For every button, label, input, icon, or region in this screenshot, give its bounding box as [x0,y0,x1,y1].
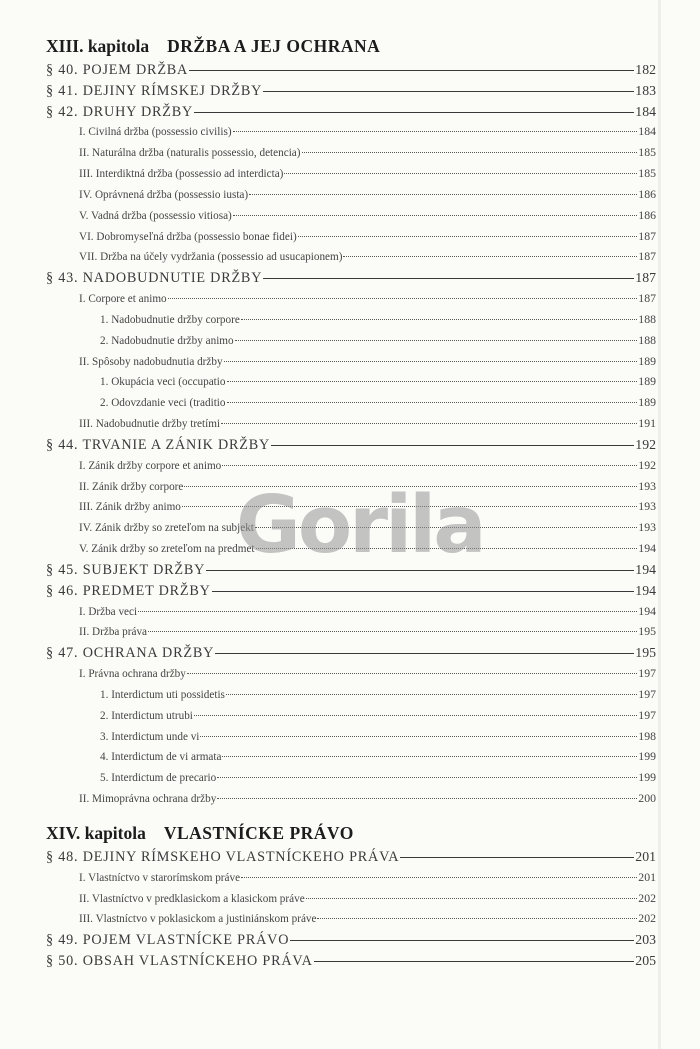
dot-leader [148,631,637,632]
toc-subsection-entry [79,911,656,931]
dot-leader [314,961,635,962]
page-edge-rule [658,0,661,1049]
dot-leader [224,361,638,362]
dot-leader [343,256,637,257]
entry-label: 1. Okupácia veci (occupatio [100,376,226,389]
entry-page-number: 189 [638,395,656,410]
dot-leader [212,591,635,592]
toc-subsection-entry [79,145,656,165]
entry-label: § 50. OBSAH VLASTNÍCKEHO PRÁVA [46,953,313,969]
toc-section-entry [46,83,656,103]
dot-leader [271,445,634,446]
dot-leader [227,381,638,382]
toc-subsection-entry [79,354,656,374]
entry-page-number: 188 [638,311,656,326]
toc-section-entry [46,645,656,665]
entry-page-number: 198 [638,728,656,743]
entry-label: I. Držba veci [79,605,138,618]
entry-label: § 48. DEJINY RÍMSKEHO VLASTNÍCKEHO PRÁVA [46,849,400,865]
toc-subsection-entry [79,666,656,686]
toc-section-entry [46,583,656,603]
toc-subsection-entry [79,208,656,228]
entry-label: VII. Držba na účely vydržania (possessio ad usucapionem) [79,251,343,264]
dot-leader [233,131,638,132]
toc-subsection-entry [100,729,656,749]
entry-label: V. Vadná držba (possessio vitiosa) [79,209,232,222]
entry-label: I. Civilná držba (possessio civilis) [79,126,232,139]
toc-subsection-entry [79,891,656,911]
dot-leader [200,736,637,737]
dot-leader [187,673,637,674]
chapter-title: DRŽBA A JEJ OCHRANA [167,36,381,56]
entry-page-number: 189 [638,353,656,368]
watermark-logo: Gorila [236,479,484,571]
entry-page-number: 201 [635,849,656,864]
dot-leader [233,215,638,216]
entry-page-number: 195 [638,624,656,639]
entry-page-number: 184 [638,124,656,139]
entry-label: 2. Nadobudnutie držby animo [100,334,234,347]
toc-section-entry [46,104,656,124]
entry-label: IV. Oprávnená držba (possessio iusta) [79,188,249,201]
dot-leader [290,940,634,941]
toc-subsection-entry [100,770,656,790]
entry-page-number: 194 [635,561,656,577]
chapter-heading [46,823,354,844]
dot-leader [263,278,634,279]
entry-page-number: 203 [635,932,656,948]
entry-page-number: 188 [638,332,656,347]
entry-page-number: 193 [638,520,656,535]
entry-page-number: 199 [638,749,656,764]
toc-section-entry [46,437,656,457]
entry-label: § 42. DRUHY DRŽBY [46,103,194,120]
entry-label: 4. Interdictum de vi armata [100,751,222,764]
entry-label: 2. Interdictum utrubi [100,709,193,722]
entry-label: 2. Odovzdanie veci (traditio [100,397,226,410]
entry-page-number: 185 [638,145,656,160]
entry-page-number: 187 [638,228,656,243]
dot-leader [217,777,637,778]
dot-leader [194,715,637,716]
entry-page-number: 194 [638,603,656,618]
dot-leader [400,857,634,858]
entry-label: § 47. OCHRANA DRŽBY [46,645,215,662]
toc-subsection-entry [79,166,656,186]
entry-page-number: 197 [638,707,656,722]
entry-label: VI. Dobromyseľná držba (possessio bonae fidei) [79,230,297,243]
dot-leader [168,298,638,299]
entry-label: § 46. PREDMET DRŽBY [46,582,211,599]
entry-label: II. Zánik držby corpore [79,480,184,493]
entry-page-number: 187 [635,270,656,286]
toc-subsection-entry [100,708,656,728]
dot-leader [227,402,638,403]
toc-section-entry [46,62,656,82]
dot-leader [317,918,637,919]
toc-subsection-entry [79,229,656,249]
entry-label: § 44. TRVANIE A ZÁNIK DRŽBY [46,436,271,453]
entry-label: 1. Nadobudnutie držby corpore [100,313,240,326]
entry-page-number: 192 [638,457,656,472]
entry-label: III. Interdiktná držba (possessio ad interdicta) [79,168,284,181]
toc-section-entry [46,270,656,290]
entry-page-number: 184 [635,103,656,119]
entry-label: § 40. POJEM DRŽBA [46,62,189,78]
entry-label: 5. Interdictum de precario [100,772,217,785]
entry-page-number: 205 [635,953,656,968]
entry-page-number: 197 [638,666,656,681]
chapter-number: XIII. kapitola [46,36,150,56]
dot-leader [241,319,637,320]
entry-page-number: 193 [638,478,656,493]
toc-subsection-entry [79,249,656,269]
entry-label: § 49. POJEM VLASTNÍCKE PRÁVO [46,932,290,949]
dot-leader [284,173,637,174]
dot-leader [241,877,637,878]
entry-label: § 41. DEJINY RÍMSKEJ DRŽBY [46,82,263,99]
toc-subsection-entry [100,312,656,332]
entry-label: II. Mimoprávna ochrana držby [79,793,217,806]
toc-subsection-entry [100,374,656,394]
entry-label: III. Nadobudnutie držby tretími [79,418,221,431]
toc-section-entry [46,932,656,952]
toc-section-entry [46,849,656,869]
dot-leader [222,465,637,466]
chapter-title: VLASTNÍCKE PRÁVO [163,823,354,843]
entry-page-number: 187 [638,291,656,306]
entry-label: I. Vlastníctvo v starorímskom práve [79,871,241,884]
toc-subsection-entry [79,458,656,478]
entry-label: 1. Interdictum uti possidetis [100,688,225,701]
dot-leader [221,423,637,424]
entry-label: II. Spôsoby nadobudnutia držby [79,355,223,368]
dot-leader [302,152,638,153]
toc-subsection-entry [79,604,656,624]
dot-leader [226,694,637,695]
dot-leader [263,91,634,92]
entry-page-number: 195 [635,645,656,661]
entry-page-number: 191 [638,416,656,431]
entry-page-number: 182 [635,62,656,77]
entry-label: § 43. NADOBUDNUTIE DRŽBY [46,270,263,287]
dot-leader [306,898,638,899]
entry-page-number: 192 [635,436,656,452]
entry-label: § 45. SUBJEKT DRŽBY [46,561,206,578]
toc-section-entry [46,953,656,973]
toc-subsection-entry [100,749,656,769]
toc-subsection-entry [79,870,656,890]
dot-leader [249,194,637,195]
entry-page-number: 197 [638,686,656,701]
toc-subsection-entry [79,187,656,207]
chapter-number: XIV. kapitola [46,823,146,843]
entry-page-number: 189 [638,374,656,389]
entry-page-number: 199 [638,770,656,785]
toc-subsection-entry [79,416,656,436]
dot-leader [194,112,634,113]
chapter-heading [46,36,380,57]
entry-page-number: 202 [638,911,656,926]
entry-label: II. Naturálna držba (naturalis possessio, detencia) [79,147,301,160]
entry-label: IV. Zánik držby so zreteľom na subjekt [79,522,254,535]
toc-subsection-entry [100,687,656,707]
entry-page-number: 194 [638,541,656,556]
entry-label: I. Právna ochrana držby [79,668,186,681]
entry-page-number: 186 [638,186,656,201]
dot-leader [298,236,638,237]
entry-label: I. Corpore et animo [79,293,167,306]
toc-subsection-entry [100,395,656,415]
dot-leader [235,340,638,341]
dot-leader [138,611,637,612]
dot-leader [215,653,634,654]
entry-page-number: 194 [635,582,656,598]
entry-page-number: 186 [638,207,656,222]
entry-label: V. Zánik držby so zreteľom na predmet [79,543,255,556]
dot-leader [222,756,637,757]
toc-subsection-entry [79,291,656,311]
entry-page-number: 201 [638,869,656,884]
entry-page-number: 193 [638,499,656,514]
entry-label: III. Vlastníctvo v poklasickom a justiniánskom práve [79,913,317,926]
entry-label: II. Držba práva [79,626,148,639]
dot-leader [189,70,634,71]
toc-subsection-entry [79,624,656,644]
entry-page-number: 187 [638,249,656,264]
entry-page-number: 185 [638,166,656,181]
entry-page-number: 200 [638,791,656,806]
entry-label: 3. Interdictum unde vi [100,730,200,743]
entry-label: I. Zánik držby corpore et animo [79,459,222,472]
toc-subsection-entry [79,791,656,811]
entry-label: II. Vlastníctvo v predklasickom a klasickom práve [79,892,305,905]
entry-page-number: 202 [638,890,656,905]
dot-leader [217,798,637,799]
entry-page-number: 183 [635,82,656,98]
toc-subsection-entry [79,124,656,144]
entry-label: III. Zánik držby animo [79,501,181,514]
toc-subsection-entry [100,333,656,353]
